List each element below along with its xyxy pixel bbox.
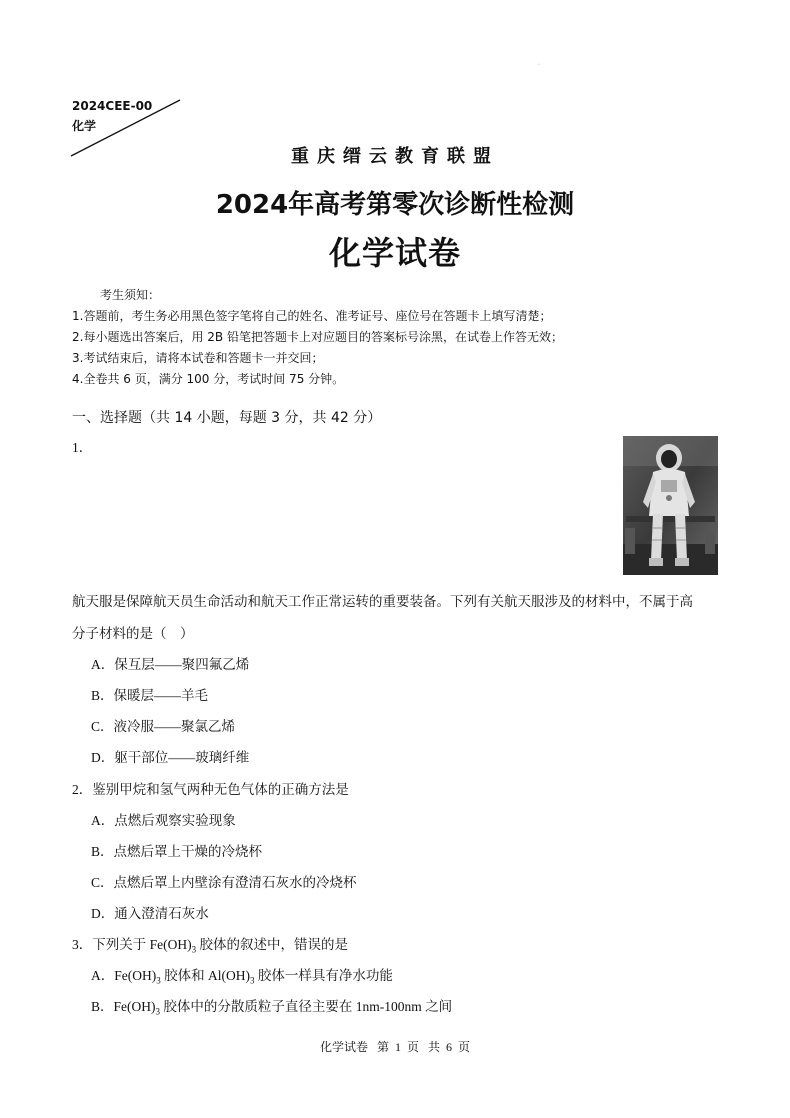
question-1-stem-line1: 航天服是保障航天员生命活动和航天工作正常运转的重要装备。下列有关航天服涉及的材料中，不属于高 [72, 594, 693, 609]
note-item: 4.全卷共 6 页，满分 100 分，考试时间 75 分钟。 [72, 372, 345, 386]
question-1-stem-line2: 分子材料的是（ ） [72, 626, 194, 641]
question-3-stem-pre: 3．下列关于 Fe(OH) [72, 937, 192, 952]
q3b-sub: 3 [155, 1006, 160, 1017]
q3a-sub2: 3 [250, 975, 255, 986]
q3a-sub: 3 [156, 975, 161, 986]
q3b-post: 胶体中的分散质粒子直径主要在 1nm-100nm 之间 [160, 999, 453, 1014]
question-2-option-c: C．点燃后罩上内壁涂有澄清石灰水的冷烧杯 [91, 875, 357, 890]
question-2-option-d: D．通入澄清石灰水 [91, 906, 209, 921]
q3a-mid: 胶体和 Al(OH) [160, 968, 250, 983]
note-item: 2.每小题选出答案后，用 2B 铅笔把答题卡上对应题目的答案标号涂黑，在试卷上作答无效； [72, 330, 563, 344]
question-1-option-d: D．躯干部位——玻璃纤维 [91, 750, 250, 765]
footer-total-unit: 页 [458, 1040, 471, 1054]
question-3-option-b [91, 995, 452, 1017]
question-2-option-a: A．点燃后观察实验现象 [91, 813, 236, 828]
footer-total-prefix: 共 [428, 1040, 441, 1054]
subject-label: 化学 [72, 119, 97, 133]
decorative-dot: · [538, 62, 540, 68]
notes-list [72, 306, 563, 390]
question-1-option-c: C．液冷服——聚氯乙烯 [91, 719, 236, 734]
question-1-option-a: A．保互层——聚四氟乙烯 [91, 657, 250, 672]
question-1-option-b: B．保暖层——羊毛 [91, 688, 209, 703]
section-title: 一、选择题（共 14 小题，每题 3 分，共 42 分） [72, 410, 382, 426]
question-2-stem: 2．鉴别甲烷和氢气两种无色气体的正确方法是 [72, 782, 349, 797]
notes-heading: 考生须知： [100, 288, 161, 302]
page-footer [0, 1038, 790, 1055]
question-3-stem-sub: 3 [191, 944, 197, 955]
exam-title: 2024年高考第零次诊断性检测 [215, 190, 575, 220]
astronaut-photo-icon [623, 436, 718, 575]
paper-code: 2024CEE-00 [72, 99, 153, 113]
footer-total-number: 6 [446, 1040, 453, 1054]
question-3-stem [72, 933, 348, 955]
footer-page-unit: 页 [406, 1040, 419, 1054]
footer-page-prefix: 第 [376, 1040, 389, 1054]
question-1-number: 1． [72, 440, 93, 455]
q3a-post: 胶体一样具有净水功能 [254, 968, 393, 983]
question-3-stem-post: 胶体的叙述中，错误的是 [196, 937, 348, 952]
question-2-option-b: B．点燃后罩上干燥的冷烧杯 [91, 844, 263, 859]
footer-subject: 化学试卷 [319, 1040, 368, 1054]
q3b-pre: B．Fe(OH) [91, 999, 156, 1014]
footer-page-number: 1 [394, 1040, 401, 1054]
paper-title: 化学试卷 [328, 234, 461, 272]
organization-name: 重庆缙云教育联盟 [291, 146, 499, 167]
note-item: 3.考试结束后，请将本试卷和答题卡一并交回； [72, 351, 324, 365]
note-item: 1.答题前，考生务必用黑色签字笔将自己的姓名、准考证号、座位号在答题卡上填写清楚； [72, 309, 552, 323]
q3a-pre: A．Fe(OH) [91, 968, 157, 983]
question-3-option-a [91, 964, 393, 986]
